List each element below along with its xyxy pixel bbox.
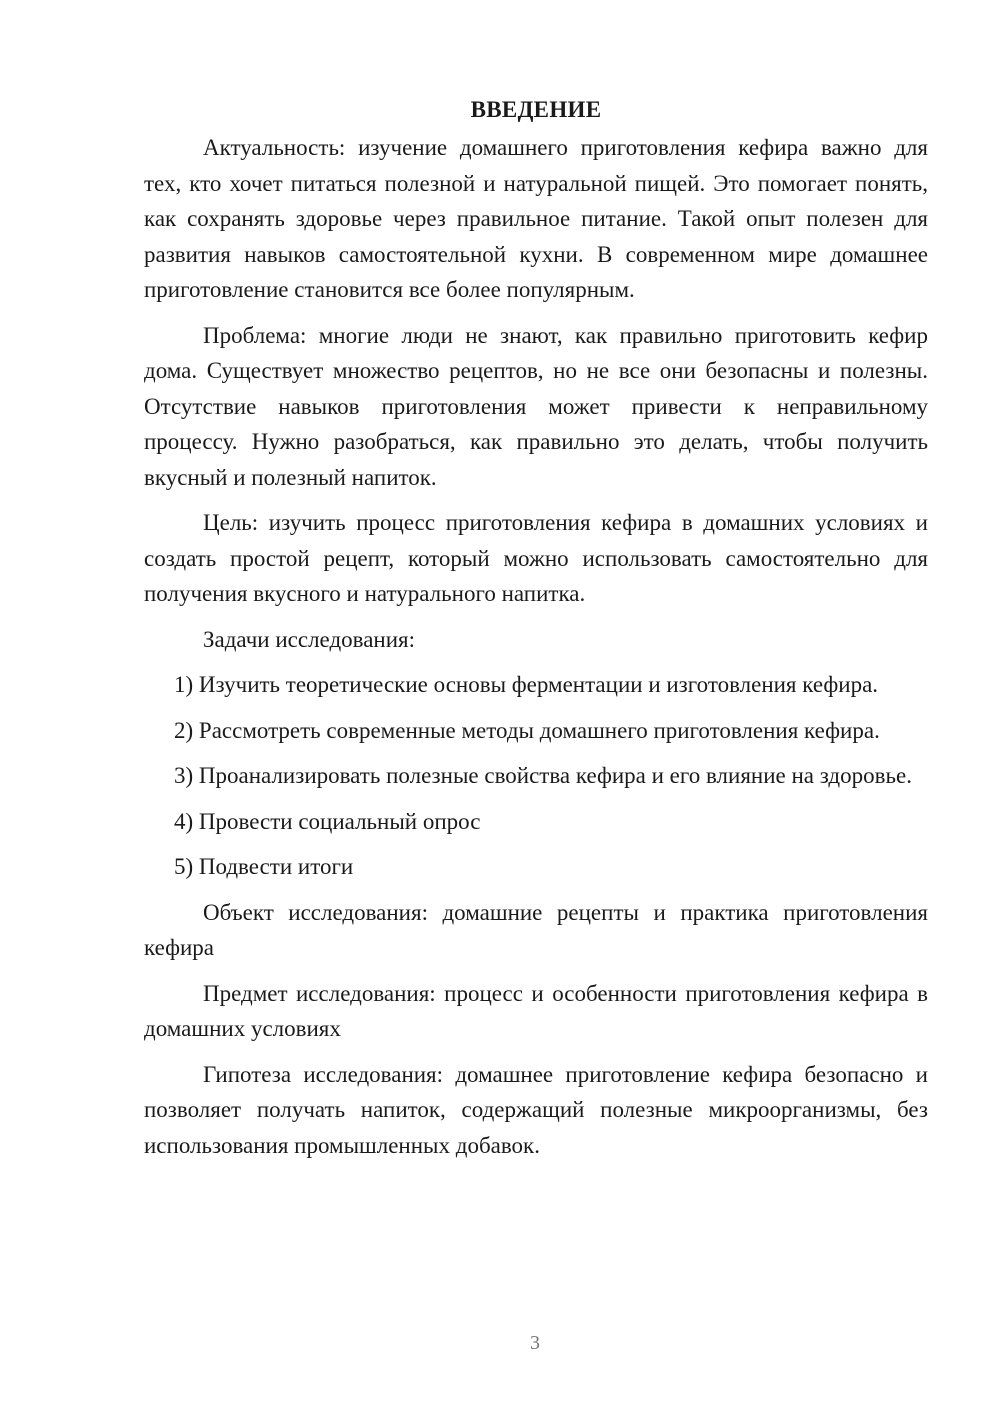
task-item-4: 4) Провести социальный опрос xyxy=(174,808,481,834)
task-item-5: 5) Подвести итоги xyxy=(174,854,354,879)
goal-paragraph: Цель: изучить процесс приготовления кефира в домашних условиях и создать простой рецепт, который можно использовать самостоятельно для получения вкусного и натурального напитка. xyxy=(144,510,928,606)
document-page xyxy=(144,92,928,1173)
problem-paragraph: Проблема: многие люди не знают, как правильно приготовить кефир дома. Существует множество рецептов, но не все они безопасны и полезны. Отсутствие навыков приготовления может привести к неправильному процессу. Нужно разобраться, как правильно это делать, чтобы получить вкусный и полезный напиток. xyxy=(144,322,928,490)
page-number: 3 xyxy=(530,1332,540,1354)
task-item-3: 3) Проанализировать полезные свойства кефира и его влияние на здоровье. xyxy=(174,763,912,788)
tasks-title: Задачи исследования: xyxy=(203,626,416,652)
hypothesis-paragraph: Гипотеза исследования: домашнее приготовление кефира безопасно и позволяет получать напиток, содержащий полезные микроорганизмы, без использования промышленных добавок. xyxy=(144,1061,928,1158)
task-item-2: 2) Рассмотреть современные методы домашнего приготовления кефира. xyxy=(174,717,880,743)
relevance-paragraph: Актуальность: изучение домашнего приготовления кефира важно для тех, кто хочет питаться полезной и натуральной пищей. Это помогает понять, как сохранять здоровье через правильное питание. Такой опыт полезен для развития навыков самостоятельной кухни. В современном мире домашнее приготовление становится все более популярным. xyxy=(144,135,928,302)
subject-paragraph: Предмет исследования: процесс и особенности приготовления кефира в домашних условиях xyxy=(144,980,928,1041)
object-paragraph: Объект исследования: домашние рецепты и практика приготовления кефира xyxy=(144,899,928,960)
task-item-1: 1) Изучить теоретические основы ферментации и изготовления кефира. xyxy=(174,672,879,697)
section-heading: ВВЕДЕНИЕ xyxy=(470,97,602,122)
